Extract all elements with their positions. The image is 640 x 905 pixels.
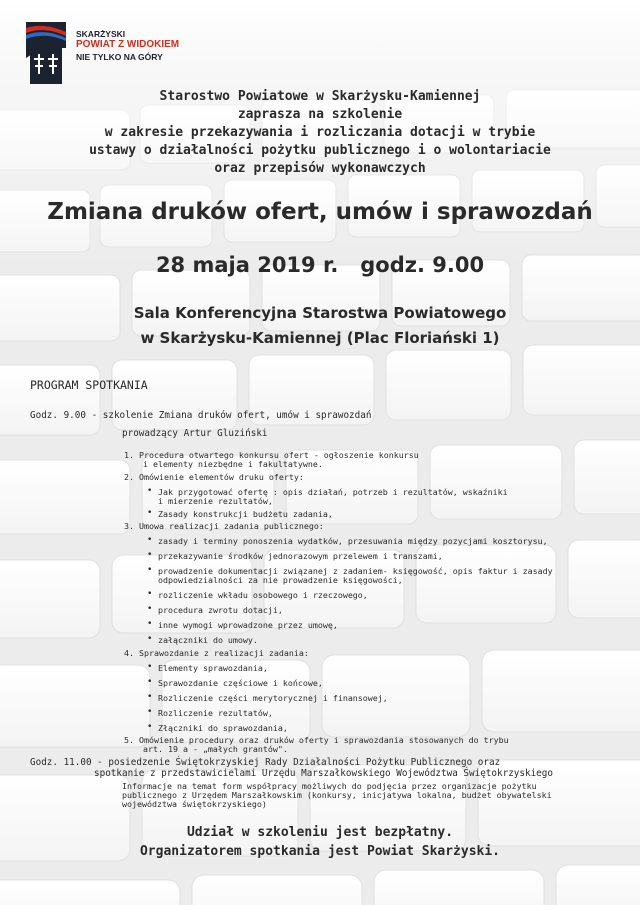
agenda-item-3-bullet-5: procedura zwrotu dotacji, xyxy=(158,605,283,615)
header-line-5: oraz przepisów wykonawczych xyxy=(214,161,426,176)
event-title: Zmiana druków ofert, umów i sprawozdań xyxy=(47,199,593,225)
session-1-speaker: prowadzący Artur Gluziński xyxy=(122,428,268,439)
session-2-heading-cont: spotkanie z przedstawicielami Urzędu Marszałkowskiego Województwa Świętokrzyskiego xyxy=(94,768,553,779)
program-heading: PROGRAM SPOTKANIA xyxy=(30,378,148,392)
agenda-item-4-bullet-4: Rozliczenie rezultatów, xyxy=(158,708,273,718)
agenda-item-4-bullet-2: Sprawozdanie częściowe i końcowe, xyxy=(158,678,323,688)
agenda-item-1-cont: i elementy niezbędne i fakultatywne. xyxy=(143,459,323,469)
agenda-item-2-bullet-1: Jak przygotować ofertę : opis działań, potrzeb i rezultatów, wskaźniki xyxy=(158,487,508,497)
agenda-item-4-bullet-1: Elementy sprawozdania, xyxy=(158,663,268,673)
agenda-item-5: 5. Omówienie procedury oraz druków oferty i sprawozdania stosowanych do trybu xyxy=(124,735,509,745)
bullet-icon: • xyxy=(147,634,153,644)
agenda-item-2-bullet-1-cont: i mierzenie rezultatów, xyxy=(158,496,273,506)
session-1-heading: Godz. 9.00 - szkolenie Zmiana druków ofert, umów i sprawozdań xyxy=(30,410,372,421)
logo-line-3: NIE TYLKO NA GÓRY xyxy=(76,52,163,62)
powiat-emblem-icon xyxy=(22,18,70,86)
bullet-icon: • xyxy=(147,677,153,687)
session-2-info-2: publicznego z Urzędem Marszałkowskim (konkursy, inicjatywa lokalna, budżet obywatelski xyxy=(122,790,552,800)
agenda-item-2-bullet-2: Zasady konstrukcji budżetu zadania, xyxy=(158,509,333,519)
bullet-icon: • xyxy=(147,722,153,732)
bullet-icon: • xyxy=(147,619,153,629)
agenda-item-3-bullet-6: inne wymogi wprowadzone przez umowę, xyxy=(158,620,338,630)
header-line-3: w zakresie przekazywania i rozliczania dotacji w trybie xyxy=(104,125,536,140)
agenda-item-3-bullet-4: rozliczenie wkładu osobowego i rzeczowego, xyxy=(158,590,368,600)
logo-line-1: SKARŻYSKI xyxy=(76,29,126,39)
agenda-item-3-bullet-2: przekazywanie środków jednorazowym przelewem i transzami, xyxy=(158,551,443,561)
session-2-heading: Godz. 11.00 - posiedzenie Świętokrzyskiej Rady Działalności Pożytku Publicznego oraz xyxy=(30,757,501,768)
agenda-item-3-bullet-1: zasady i terminy ponoszenia wydatków, przesuwania między pozycjami kosztorysu, xyxy=(158,536,548,546)
footer-line-2: Organizatorem spotkania jest Powiat Skarżyski. xyxy=(139,844,501,859)
agenda-item-4-bullet-3: Rozliczenie części merytorycznej i finansowej, xyxy=(158,693,388,703)
agenda-item-4-bullet-5: Złączniki do sprawozdania, xyxy=(158,723,288,733)
session-2-info-1: Informacje na temat form współpracy możliwych do podjęcia przez organizacje pożytku xyxy=(122,781,537,791)
agenda-item-1: 1. Procedura otwartego konkursu ofert - ogłoszenie konkursu xyxy=(124,450,419,460)
agenda-item-2: 2. Omówienie elementów druku oferty: xyxy=(124,472,304,482)
bullet-icon: • xyxy=(147,535,153,545)
footer-line-1: Udział w szkoleniu jest bezpłatny. xyxy=(186,825,454,840)
header-line-2: zaprasza na szkolenie xyxy=(237,107,403,122)
agenda-item-3-bullet-7: załączniki do umowy. xyxy=(158,635,258,645)
bullet-icon: • xyxy=(147,589,153,599)
agenda-item-5-cont: art. 19 a - „małych grantów". xyxy=(143,744,288,754)
venue-line-1: Sala Konferencyjna Starostwa Powiatowego xyxy=(133,304,507,322)
bullet-icon: • xyxy=(147,486,153,496)
bullet-icon: • xyxy=(147,550,153,560)
agenda-item-3: 3. Umowa realizacji zadania publicznego: xyxy=(124,521,324,531)
bullet-icon: • xyxy=(147,692,153,702)
bullet-icon: • xyxy=(147,508,153,518)
header-line-1: Starostwo Powiatowe w Skarżysku-Kamiennej xyxy=(159,89,481,104)
venue-line-2: w Skarżysku-Kamiennej (Plac Floriański 1) xyxy=(140,329,500,347)
session-2-info-3: województwa świętokrzyskiego) xyxy=(122,799,267,809)
agenda-item-3-bullet-3: prowadzenie dokumentacji związanej z zadaniem- księgowość, opis faktur i zasady xyxy=(158,566,553,576)
bullet-icon: • xyxy=(147,707,153,717)
event-datetime: 28 maja 2019 r. godz. 9.00 xyxy=(155,253,485,277)
agenda-item-4: 4. Sprawozdanie z realizacji zadania: xyxy=(124,648,309,658)
bullet-icon: • xyxy=(147,662,153,672)
header-line-4: ustawy o działalności pożytku publicznego i o wolontariacie xyxy=(89,143,551,158)
bullet-icon: • xyxy=(147,604,153,614)
agenda-item-3-bullet-3-cont: odpowiedzialności za nie prowadzenie księgowości, xyxy=(158,575,403,585)
logo-line-2: POWIAT Z WIDOKIEM xyxy=(76,39,180,50)
bullet-icon: • xyxy=(147,565,153,575)
